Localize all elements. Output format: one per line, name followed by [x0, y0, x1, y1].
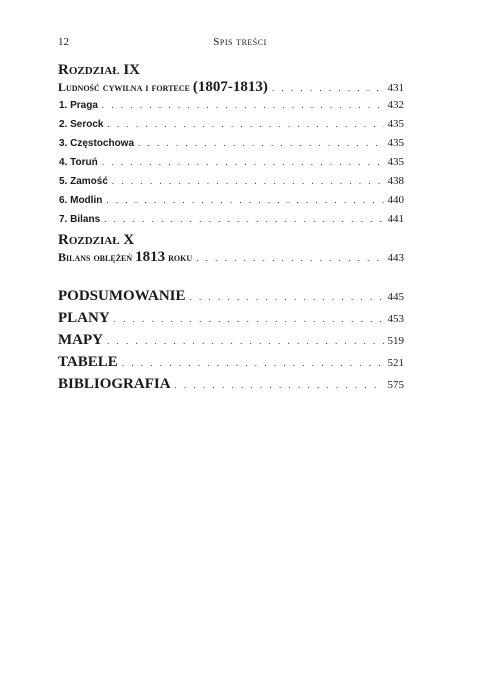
chapter-10-heading: Rozdział X — [58, 232, 135, 248]
toc-item-czestochowa[interactable] — [58, 137, 404, 156]
toc-item-torun[interactable] — [58, 156, 404, 175]
toc-item-modlin[interactable] — [58, 194, 404, 213]
toc-section-podsumowanie[interactable] — [58, 288, 404, 310]
toc-section-label: PODSUMOWANIE — [58, 288, 186, 304]
toc-item-label: 4. Toruń — [59, 157, 98, 168]
dot-leader — [107, 336, 384, 346]
page-ref: 521 — [387, 357, 404, 369]
dot-leader — [122, 358, 384, 368]
toc-item-label: 6. Modlin — [59, 195, 103, 206]
dot-leader — [102, 100, 384, 110]
toc-item-bilans[interactable] — [58, 213, 404, 232]
toc-item-label: 3. Częstochowa — [59, 138, 135, 149]
chapter-10-title: Bilans oblężeń 1813 roku — [58, 249, 193, 265]
chapter-9-heading: Rozdział IX — [58, 62, 140, 78]
dot-leader — [190, 292, 384, 302]
back-matter-sections — [58, 288, 404, 398]
page-ref: 435 — [387, 156, 404, 168]
dot-leader — [272, 83, 384, 93]
dot-leader — [138, 138, 383, 148]
toc-section-plany[interactable] — [58, 310, 404, 332]
dot-leader — [102, 157, 384, 167]
chapter-9-items — [58, 99, 404, 232]
page-ref: 435 — [387, 137, 404, 149]
toc-item-label: 2. Serock — [59, 119, 104, 130]
page-ref: 575 — [387, 379, 404, 391]
table-of-contents — [58, 62, 404, 398]
page-number: 12 — [58, 36, 69, 48]
page-ref: 431 — [387, 82, 404, 94]
dot-leader — [112, 176, 384, 186]
page-ref: 435 — [387, 118, 404, 130]
page-ref: 453 — [387, 313, 404, 325]
page-ref: 438 — [387, 175, 404, 187]
page-ref: 445 — [387, 291, 404, 303]
dot-leader — [104, 214, 383, 224]
chapter-9-title-row[interactable] — [58, 79, 404, 99]
page-ref: 441 — [387, 213, 404, 225]
toc-item-zamosc[interactable] — [58, 175, 404, 194]
toc-item-label: 1. Praga — [59, 100, 98, 111]
toc-section-mapy[interactable] — [58, 332, 404, 354]
toc-section-tabele[interactable] — [58, 354, 404, 376]
dot-leader — [106, 195, 383, 205]
chapter-9-title: Ludność cywilna i fortece (1807-1813) — [58, 79, 268, 95]
toc-section-bibliografia[interactable] — [58, 376, 404, 398]
toc-item-label: 5. Zamość — [59, 176, 108, 187]
dot-leader — [196, 253, 383, 263]
toc-section-label: BIBLIOGRAFIA — [58, 376, 171, 392]
running-head: Spis treści — [213, 36, 267, 48]
toc-section-label: MAPY — [58, 332, 103, 348]
toc-item-label: 7. Bilans — [59, 214, 101, 225]
page-ref: 440 — [387, 194, 404, 206]
toc-item-serock[interactable] — [58, 118, 404, 137]
page-ref: 443 — [387, 252, 404, 264]
dot-leader — [114, 314, 384, 324]
page-ref: 432 — [387, 99, 404, 111]
toc-section-label: PLANY — [58, 310, 110, 326]
chapter-10-title-row[interactable] — [58, 249, 404, 269]
dot-leader — [175, 380, 384, 390]
page-ref: 519 — [387, 335, 404, 347]
toc-section-label: TABELE — [58, 354, 118, 370]
dot-leader — [107, 119, 383, 129]
toc-item-praga[interactable] — [58, 99, 404, 118]
